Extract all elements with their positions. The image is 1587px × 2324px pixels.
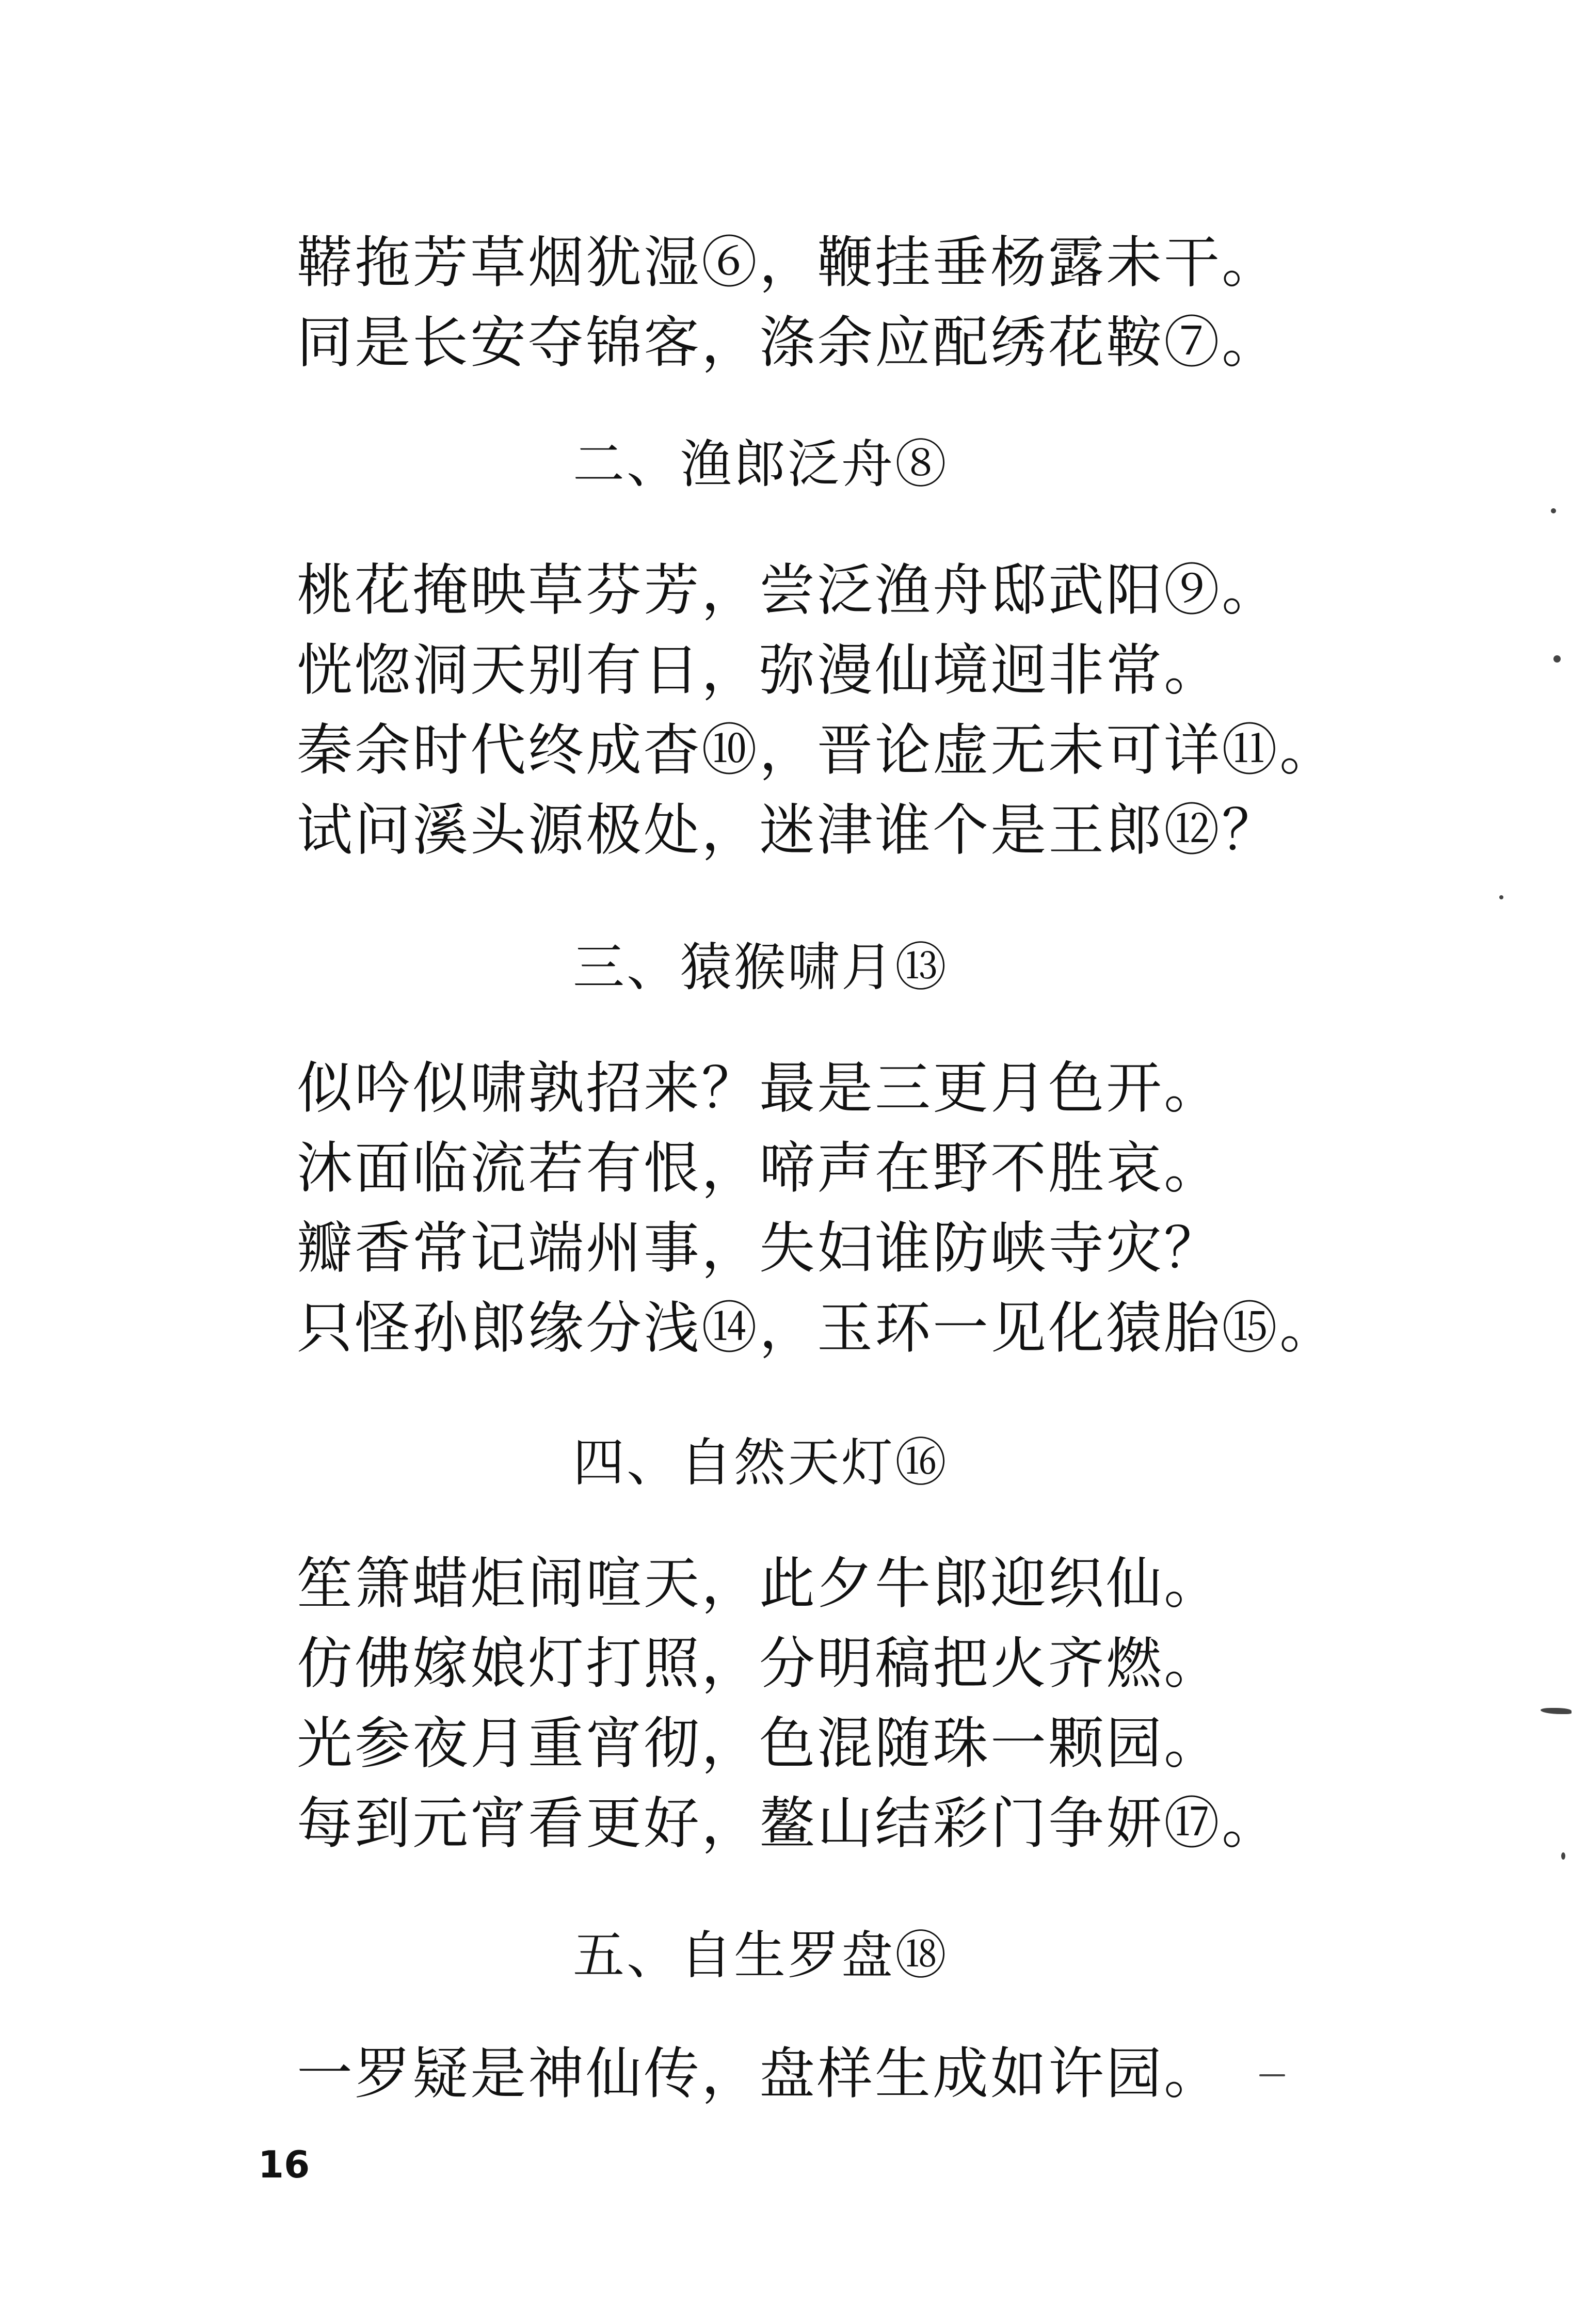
poem-line: 每到元宵看更好，鳌山结彩门争妍⑰。: [297, 1792, 1280, 1856]
section-heading: 五、自生罗盘⑱: [573, 1925, 949, 1986]
poem-line: 同是长安夺锦客，涤余应配绣花鞍⑦。: [297, 311, 1280, 375]
poem-line: 仿佛嫁娘灯打照，分明稿把火齐燃。: [297, 1632, 1222, 1696]
section-heading: 三、猿猴啸月⑬: [573, 937, 949, 997]
poem-line: 沐面临流若有恨，啼声在野不胜哀。: [297, 1136, 1222, 1201]
poem-line: 试问溪头源极处，迷津谁个是王郎⑫？: [297, 798, 1280, 863]
poem-line: 瓣香常记端州事，失妇谁防峡寺灾？: [297, 1216, 1222, 1281]
poem-line: 光参夜月重宵彻，色混随珠一颗园。: [297, 1712, 1222, 1776]
scan-speck: [1551, 508, 1556, 513]
poem-line: 鞯拖芳草烟犹湿⑥，鞭挂垂杨露未干。: [297, 231, 1280, 295]
section-heading: 四、自然天灯⑯: [573, 1432, 949, 1493]
scan-speck: [1553, 655, 1561, 663]
poem-line: 桃花掩映草芬芳，尝泛渔舟邸武阳⑨。: [297, 558, 1280, 623]
scan-speck: [1561, 1852, 1565, 1860]
section-heading: 二、渔郎泛舟⑧: [573, 434, 949, 494]
page-number: 16: [258, 2143, 310, 2186]
scan-speck: [1541, 1708, 1572, 1714]
scan-speck: [1259, 2074, 1285, 2076]
poem-line: 秦余时代终成杳⑩，晋论虚无未可详⑪。: [297, 718, 1338, 783]
poem-line: 一罗疑是神仙传，盘样生成如许园。: [297, 2042, 1222, 2106]
poem-line: 只怪孙郎缘分浅⑭，玉环一见化猿胎⑮。: [297, 1296, 1338, 1361]
scan-speck: [1499, 895, 1503, 899]
poem-line: 恍惚洞天别有日，弥漫仙境迥非常。: [297, 638, 1222, 703]
poem-line: 似吟似啸孰招来？最是三更月色开。: [297, 1056, 1222, 1121]
poem-line: 笙箫蜡炬闹喧天，此夕牛郎迎织仙。: [297, 1552, 1222, 1616]
